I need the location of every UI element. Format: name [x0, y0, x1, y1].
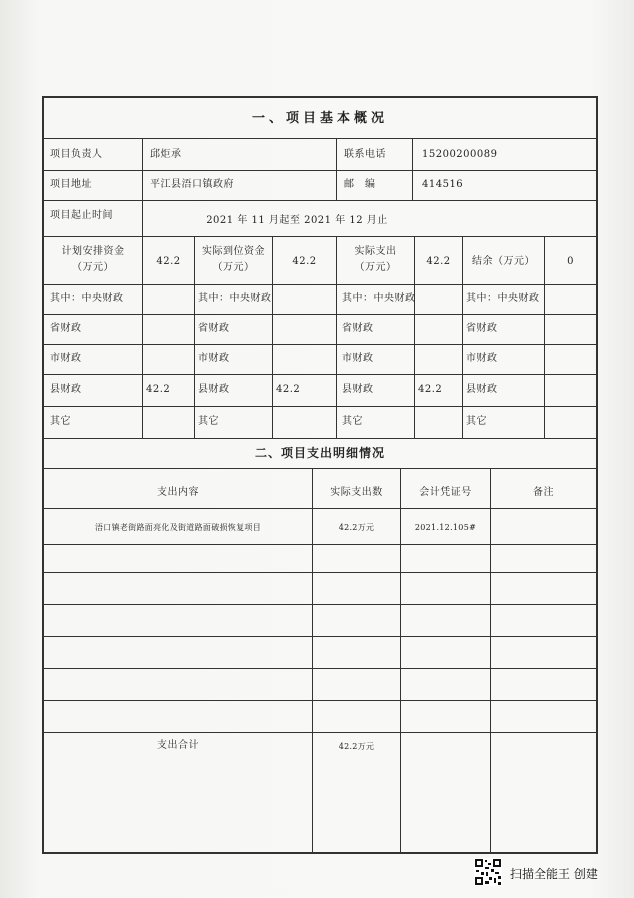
frame-right — [596, 96, 598, 854]
planned-funds-label: 计划安排资金 — [61, 246, 125, 257]
qr-code-icon — [474, 858, 502, 886]
project-leader-value: 邱炬承 — [150, 149, 182, 160]
total-amount: 42.2万元 — [338, 742, 375, 751]
planned-funds-value: 42.2 — [156, 256, 181, 267]
row1-voucher: 2021.12.105# — [414, 523, 477, 532]
actual-spent-unit: （万元） — [354, 262, 397, 273]
balance-label: 结余（万元） — [472, 256, 535, 267]
col-note-header: 备注 — [533, 487, 554, 498]
received-funds-label: 实际到位资金 — [202, 246, 265, 257]
row1-content: 浯口镇老街路面亮化及街道路面破损恢复项目 — [95, 523, 261, 532]
county-finance-label-3: 县财政 — [342, 384, 374, 395]
central-finance-label-4: 其中：中央财政 — [466, 293, 540, 304]
other-finance-label-3: 其它 — [342, 416, 363, 427]
received-funds-unit: （万元） — [212, 262, 255, 273]
frame-bottom — [42, 852, 598, 854]
scanner-watermark — [474, 858, 624, 888]
balance-value: 0 — [567, 256, 574, 267]
other-finance-label-2: 其它 — [198, 416, 219, 427]
central-finance-label-3: 其中：中央财政 — [342, 293, 416, 304]
postcode-value: 414516 — [422, 179, 464, 190]
other-finance-label-4: 其它 — [466, 416, 487, 427]
col-voucher-header: 会计凭证号 — [419, 487, 472, 498]
county-finance-label-2: 县财政 — [198, 384, 230, 395]
city-finance-label-4: 市财政 — [466, 353, 498, 364]
planned-funds-unit: （万元） — [72, 262, 114, 273]
address-value: 平江县浯口镇政府 — [150, 179, 234, 190]
actual-spent-value: 42.2 — [426, 256, 451, 267]
postcode-label: 邮 编 — [344, 179, 376, 190]
frame-top — [42, 96, 598, 98]
city-finance-label-2: 市财政 — [198, 353, 230, 364]
province-finance-label-1: 省财政 — [50, 323, 82, 334]
period-value: 2021 年 11 月起至 2021 年 12 月止 — [206, 215, 388, 226]
county-finance-label-4: 县财政 — [466, 384, 498, 395]
province-finance-label-4: 省财政 — [466, 323, 498, 334]
phone-label: 联系电话 — [344, 149, 386, 160]
phone-value: 15200200089 — [422, 149, 498, 160]
city-finance-label-1: 市财政 — [50, 353, 82, 364]
total-label: 支出合计 — [157, 740, 199, 751]
other-finance-label-1: 其它 — [50, 416, 71, 427]
province-finance-label-2: 省财政 — [198, 323, 230, 334]
county-spent-value: 42.2 — [418, 384, 443, 395]
col-amount-header: 实际支出数 — [330, 487, 383, 498]
section2-title: 二、项目支出明细情况 — [254, 446, 385, 460]
period-label: 项目起止时间 — [50, 210, 113, 221]
city-finance-label-3: 市财政 — [342, 353, 374, 364]
address-label: 项目地址 — [50, 179, 92, 190]
central-finance-label-1: 其中：中央财政 — [50, 293, 124, 304]
section1-title: 一、项目基本概况 — [251, 111, 388, 126]
province-finance-label-3: 省财政 — [342, 323, 374, 334]
county-received-value: 42.2 — [276, 384, 301, 395]
project-leader-label: 项目负责人 — [50, 149, 103, 160]
watermark-text: 扫描全能王 创建 — [510, 867, 598, 881]
col-content-header: 支出内容 — [157, 487, 199, 498]
central-finance-label-2: 其中：中央财政 — [198, 293, 272, 304]
county-finance-label-1: 县财政 — [50, 384, 82, 395]
row1-amount: 42.2万元 — [338, 523, 375, 532]
received-funds-value: 42.2 — [292, 256, 317, 267]
actual-spent-label: 实际支出 — [354, 246, 397, 257]
county-planned-value: 42.2 — [146, 384, 171, 395]
